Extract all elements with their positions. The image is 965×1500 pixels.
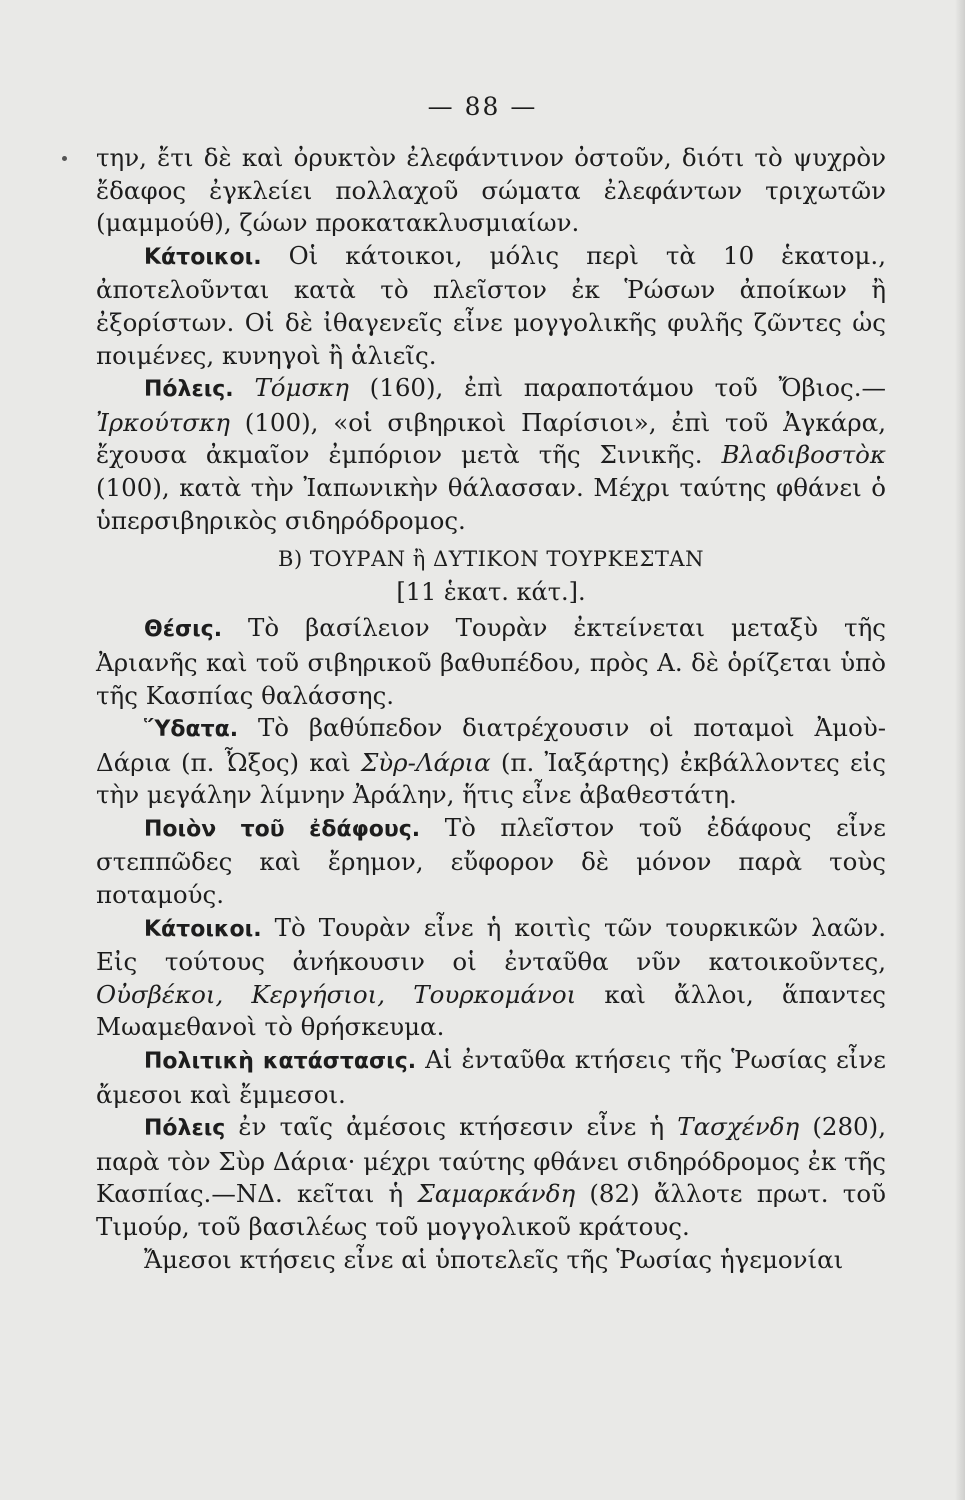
section-head: Ὕδατα. [144, 717, 239, 743]
paragraph-text: καὶ ἄλλοι, ἅπαντες Μωαμεθανοὶ τὸ θρήσκευμα. [96, 979, 887, 1042]
paragraph-text: Τὸ βασίλειον Τουρὰν ἐκτείνεται μεταξὺ τῆς Ἀριανῆς καὶ τοῦ σιβηρικοῦ βαθυπέδου, πρὸς Α. δὲ ὁρίζεται ὑπὸ τῆς Κασπίας θαλάσσης. [96, 613, 886, 710]
section-head: Ποιὸν τοῦ ἐδάφους. [144, 816, 421, 842]
margin-dot [62, 156, 67, 161]
section-head: Κάτοικοι. [144, 244, 262, 270]
paragraph-poion [96, 812, 886, 912]
city-name: Σαμαρκάνδη [417, 1179, 576, 1209]
page-edge-shadow [955, 0, 965, 1500]
paragraph-poleis-siberia [96, 372, 886, 537]
city-name: Τόμσκη [254, 373, 349, 403]
paragraph-text: (280), παρὰ τὸν Σὺρ Δάρια· μέχρι ταύτης φθάνει σιδηρόδρομος ἐκ τῆς Κασπίας.—ΝΔ. κεῖται ἡ [96, 1112, 886, 1209]
river-name: Σὺρ-Λάρια [360, 747, 491, 777]
paragraph-katoikoi-turan [96, 912, 886, 1044]
paragraph-text: Αἱ ἐνταῦθα κτήσεις τῆς Ῥωσίας εἶνε ἄμεσοι καὶ ἔμμεσοι. [96, 1045, 886, 1109]
paragraph-theseis [96, 612, 886, 712]
paragraph-katoikoi-siberia [96, 240, 886, 372]
paragraph-text: Τὸ βαθύπεδον διατρέχουσιν οἱ ποταμοὶ Ἀμοὺ-Δάρια (π. Ὦξος) καὶ [96, 713, 886, 777]
page-number: — 88 — [427, 92, 538, 121]
section-head: Πόλεις. [144, 377, 234, 403]
paragraph-text: Ἄμεσοι κτήσεις εἶνε αἱ ὑποτελεῖς τῆς Ῥωσίας ἡγεμονίαι [144, 1244, 844, 1274]
section-subtitle: [11 ἑκατ. κάτ.]. [396, 577, 586, 606]
paragraph-text: Τὸ πλεῖστον τοῦ ἐδάφους εἶνε στεππῶδες καὶ ἔρημον, εὔφορον δὲ μόνον παρὰ τοὺς ποταμούς. [96, 812, 886, 910]
city-name: Βλαδιβοστὸκ [721, 440, 886, 470]
paragraph-text: Οἱ κάτοικοι, μόλις περὶ τὰ 10 ἑκατομ., ἀποτελοῦνται κατὰ τὸ πλεῖστον ἐκ Ῥώσων ἀποίκων ἢ ἐξορίστων. Οἱ δὲ ἰθαγενεῖς εἶνε μογγολικῆς φυλῆς ζῶντες ὡς ποιμένες, κυνηγοὶ ἢ ἁλιεῖς. [96, 240, 886, 370]
paragraph-continuation [96, 142, 886, 240]
paragraph-text: (82) ἄλλοτε πρωτ. τοῦ Τιμούρ, τοῦ βασιλέως τοῦ μογγολικοῦ κράτους. [96, 1179, 886, 1241]
page-text [96, 142, 886, 1276]
city-name: Τασχένδη [677, 1112, 800, 1142]
section-head: Κάτοικοι. [144, 916, 262, 942]
section-head: Θέσις. [144, 617, 223, 643]
section-title: Β) ΤΟΥΡΑΝ ἢ ΔΥΤΙΚΟΝ ΤΟΥΡΚΕΣΤΑΝ [278, 547, 704, 572]
paragraph-text: (π. Ἰαξάρτης) ἐκβάλλοντες εἰς τὴν μεγάλην λίμνην Ἀράλην, ἥτις εἶνε ἀβαθεστάτη. [96, 747, 886, 810]
paragraph-politiki [96, 1044, 886, 1111]
paragraph-text: (100), «οἱ σιβηρικοὶ Παρίσιοι», ἐπὶ τοῦ Ἀγκάρα, ἔχουσα ἀκμαῖον ἐμπόριον μετὰ τῆς Σινικῆς. [96, 407, 886, 470]
paragraph-poleis-turan [96, 1111, 886, 1243]
section-head: Πολιτικὴ κατάστασις. [144, 1049, 417, 1075]
paragraph-last [96, 1244, 886, 1277]
paragraph-text: την, ἔτι δὲ καὶ ὀρυκτὸν ἐλεφάντινον ὀστοῦν, διότι τὸ ψυχρὸν ἔδαφος ἐγκλείει πολλαχοῦ σώματα ἐλεφάντων τριχωτῶν (μαμμούθ), ζώων προκατακλυσμιαίων. [96, 143, 886, 238]
paragraph-text: ἐν ταῖς ἀμέσοις κτήσεσιν εἶνε ἡ [225, 1112, 678, 1142]
paragraph-ydata [96, 712, 886, 812]
paragraph-text: (160), ἐπὶ παραποτάμου τοῦ Ὄβιος.— [348, 373, 886, 403]
city-name: Ἰρκούτσκη [96, 407, 230, 437]
paragraph-text: (100), κατὰ τὴν Ἰαπωνικὴν θάλασσαν. Μέχρι ταύτης φθάνει ὁ ὑπερσιβηρικὸς σιδηρόδρομος. [96, 472, 886, 535]
section-head: Πόλεις [144, 1116, 226, 1142]
people-names: Οὐσβέκοι, Κεργήσιοι, Τουρκομάνοι [96, 979, 577, 1009]
paragraph-text: Τὸ Τουρὰν εἶνε ἡ κοιτὶς τῶν τουρκικῶν λαῶν. Εἰς τούτους ἀνήκουσιν οἱ ἐνταῦθα νῦν κατοικοῦντες, [96, 912, 886, 977]
